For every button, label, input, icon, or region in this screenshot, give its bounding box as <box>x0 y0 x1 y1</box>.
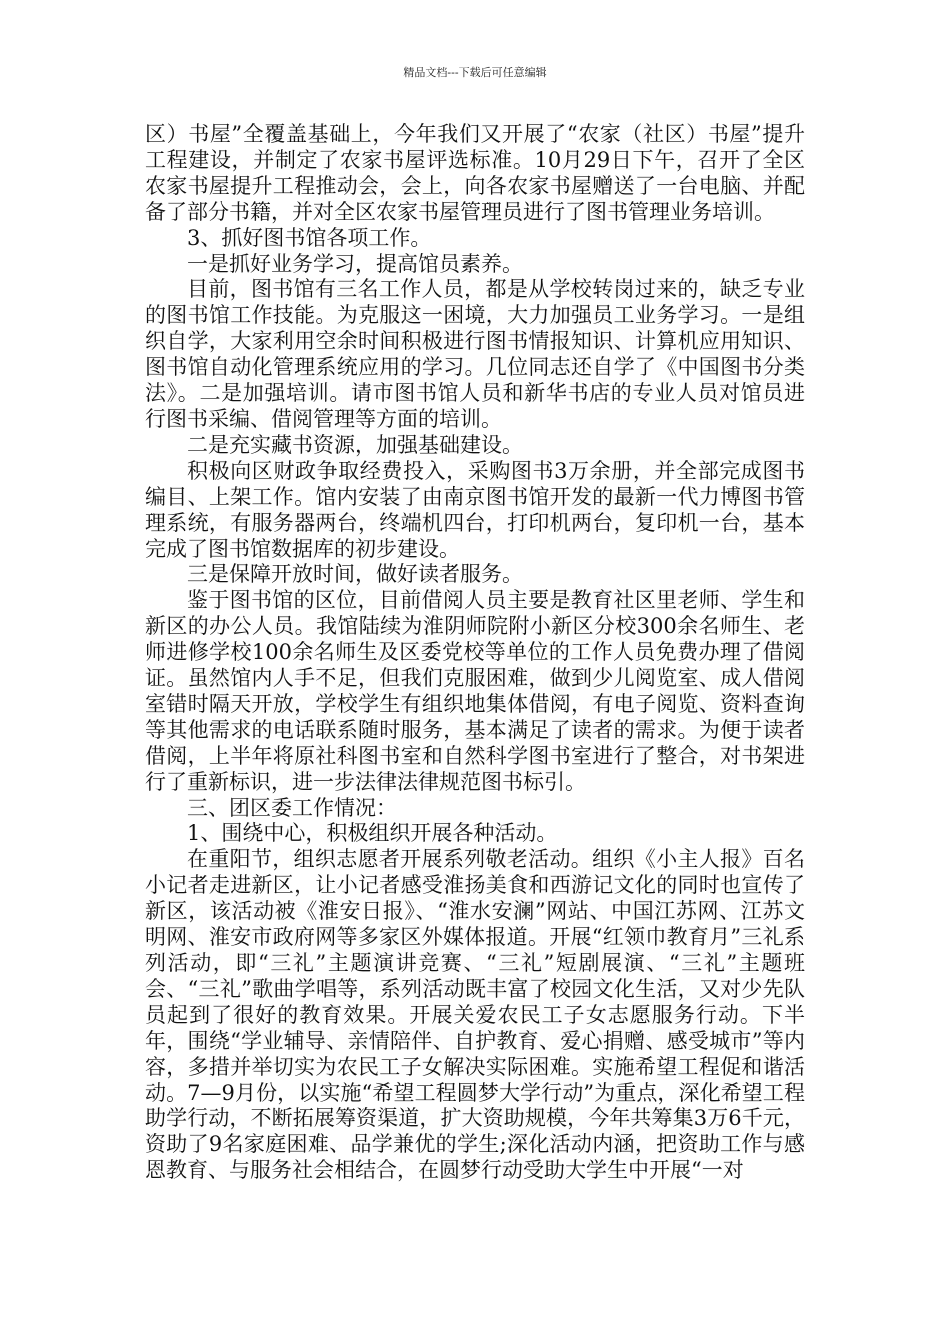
paragraph-3: 一是抓好业务学习，提高馆员素养。 <box>187 251 523 276</box>
paragraph-8: 鉴于图书馆的区位，目前借阅人员主要是教育社区里老师、学生和新区的办公人员。我馆陆续为淮阴师院附小新区分校300余名师生、老师进修学校100余名师生及区委党校等单位的工作人员免费办理了借阅证。虽然馆内人手不足，但我们克服困难，做到少儿阅览室、成人借阅室错时隔天开放，学校学生有组织地集体借阅，有电子阅览、资料查询等其他需求的电话联系随时服务，基本满足了读者的需求。为便于读者借阅，上半年将原社科图书室和自然科学图书室进行了整合，对书架进行了重新标识，进一步法律法律规范图书标引。 <box>145 588 805 794</box>
paragraph-5: 二是充实藏书资源，加强基础建设。 <box>187 432 523 457</box>
paragraph-2: 3、抓好图书馆各项工作。 <box>187 225 432 250</box>
paragraph-1: 区）书屋”全覆盖基础上，今年我们又开展了“农家（社区）书屋”提升工程建设，并制定了农家书屋评选标准。10月29日下午，召开了全区农家书屋提升工程推动会，会上，向各农家书屋赠送了一台电脑、并配备了部分书籍，并对全区农家书屋管理员进行了图书管理业务培训。 <box>145 122 805 224</box>
paragraph-6: 积极向区财政争取经费投入，采购图书3万余册，并全部完成图书编目、上架工作。馆内安装了由南京图书馆开发的最新一代力博图书管理系统，有服务器两台，终端机四台，打印机两台，复印机一台，基本完成了图书馆数据库的初步建设。 <box>145 458 805 561</box>
paragraph-9: 三、团区委工作情况： <box>187 795 397 820</box>
paragraph-11: 在重阳节，组织志愿者开展系列敬老活动。组织《小主人报》百名小记者走进新区，让小记者感受淮扬美食和西游记文化的同时也宣传了新区，该活动被《淮安日报》、“淮水安澜”网站、中国江苏网、江苏文明网、淮安市政府网等多家区外媒体报道。开展“红领巾教育月”三礼系列活动，即“三礼”主题演讲竞赛、“三礼”短剧展演、“三礼”主题班会、“三礼”歌曲学唱等，系列活动既丰富了校园文化生活，又对少先队员起到了很好的教育效果。开展关爱农民工子女志愿服务行动。下半年，围绕“学业辅导、亲情陪伴、自护教育、爱心捐赠、感受城市”等内容，多措并举切实为农民工子女解决实际困难。实施希望工程促和谐活动。7—9月份，以实施“希望工程圆梦大学行动”为重点，深化希望工程助学行动，不断拓展筹资渠道，扩大资助规模，今年共筹集3万6千元，资助了9名家庭困难、品学兼优的学生;深化活动内涵，把资助工作与感恩教育、与服务社会相结合，在圆梦行动受助大学生中开展“一对 <box>145 847 805 1183</box>
page-header: 精品文档---下载后可任意编辑 <box>403 66 547 79</box>
paragraph-4: 目前，图书馆有三名工作人员，都是从学校转岗过来的，缺乏专业的图书馆工作技能。为克服这一困境，大力加强员工业务学习。一是组织自学，大家利用空余时间积极进行图书情报知识、计算机应用知识、图书馆自动化管理系统应用的学习。几位同志还自学了《中国图书分类法》。二是加强培训。请市图书馆人员和新华书店的专业人员对馆员进行图书采编、借阅管理等方面的培训。 <box>145 277 805 431</box>
document-body <box>145 122 805 1184</box>
paragraph-10: 1、围绕中心，积极组织开展各种活动。 <box>187 821 558 846</box>
paragraph-7: 三是保障开放时间，做好读者服务。 <box>187 562 523 587</box>
